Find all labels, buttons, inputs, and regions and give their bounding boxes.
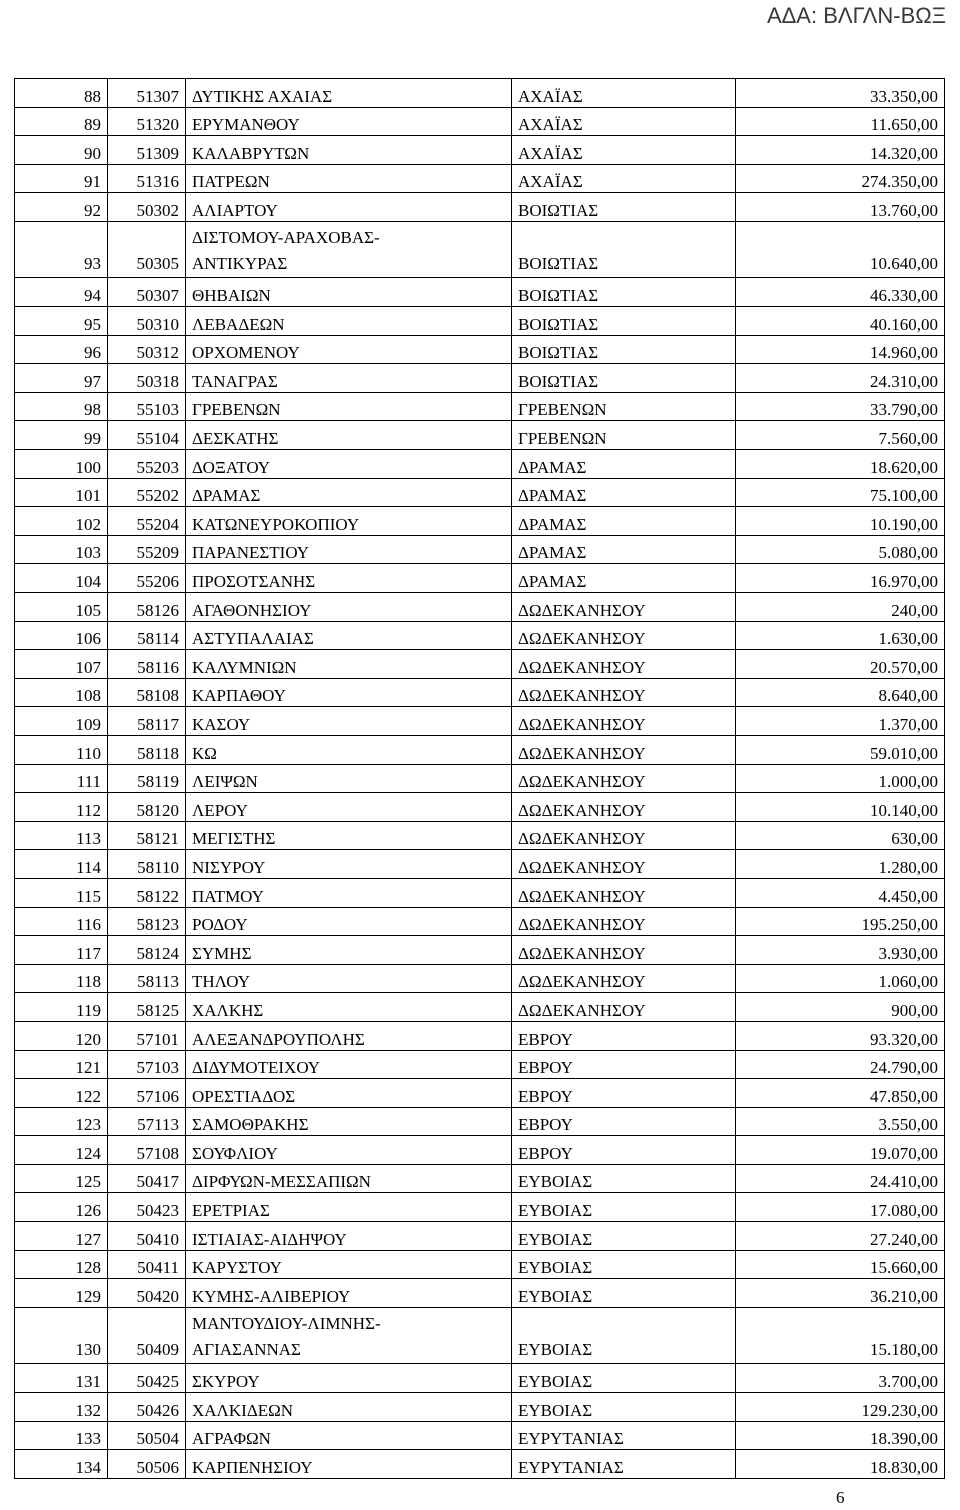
row-number-cell: 102 (15, 507, 108, 536)
municipality-cell: ΑΣΤΥΠΑΛΑΙΑΣ (186, 621, 512, 650)
row-number-cell: 131 (15, 1364, 108, 1393)
code-cell: 50318 (108, 364, 186, 393)
row-number-cell: 112 (15, 793, 108, 822)
prefecture-cell: ΑΧΑΪΑΣ (512, 79, 736, 108)
prefecture-cell: ΓΡΕΒΕΝΩΝ (512, 421, 736, 450)
amount-cell: 18.620,00 (736, 450, 945, 479)
table-row (15, 335, 945, 364)
code-cell: 58123 (108, 907, 186, 936)
row-number-cell: 90 (15, 136, 108, 165)
table-row (15, 678, 945, 707)
row-number-cell: 113 (15, 821, 108, 850)
municipality-cell: ΔΟΞΑΤΟΥ (186, 450, 512, 479)
municipality-cell: ΚΥΜΗΣ-ΑΛΙΒΕΡΙΟΥ (186, 1279, 512, 1308)
table-row (15, 392, 945, 421)
code-cell: 58114 (108, 621, 186, 650)
page-number: 6 (836, 1488, 845, 1507)
municipality-cell: ΣΟΥΦΛΙΟΥ (186, 1136, 512, 1165)
table-row (15, 450, 945, 479)
code-cell: 50409 (108, 1307, 186, 1364)
code-cell: 58118 (108, 735, 186, 764)
prefecture-cell: ΕΥΒΟΙΑΣ (512, 1222, 736, 1251)
table-row (15, 1136, 945, 1165)
table-row (15, 993, 945, 1022)
table-row (15, 1450, 945, 1479)
code-cell: 55104 (108, 421, 186, 450)
code-cell: 50420 (108, 1279, 186, 1308)
prefecture-cell: ΕΥΒΟΙΑΣ (512, 1364, 736, 1393)
prefecture-cell: ΔΩΔΕΚΑΝΗΣΟΥ (512, 821, 736, 850)
row-number-cell: 111 (15, 764, 108, 793)
amount-cell: 33.350,00 (736, 79, 945, 108)
municipality-cell: ΟΡΧΟΜΕΝΟΥ (186, 335, 512, 364)
code-cell: 57108 (108, 1136, 186, 1165)
table-row (15, 79, 945, 108)
amount-cell: 1.000,00 (736, 764, 945, 793)
prefecture-cell: ΔΩΔΕΚΑΝΗΣΟΥ (512, 621, 736, 650)
prefecture-cell: ΕΒΡΟΥ (512, 1050, 736, 1079)
prefecture-cell: ΔΡΑΜΑΣ (512, 564, 736, 593)
amount-cell: 24.310,00 (736, 364, 945, 393)
code-cell: 58117 (108, 707, 186, 736)
table-row (15, 907, 945, 936)
amount-cell: 75.100,00 (736, 478, 945, 507)
prefecture-cell: ΕΒΡΟΥ (512, 1136, 736, 1165)
municipality-cell: ΑΛΕΞΑΝΔΡΟΥΠΟΛΗΣ (186, 1021, 512, 1050)
amount-cell: 3.700,00 (736, 1364, 945, 1393)
row-number-cell: 98 (15, 392, 108, 421)
table-row (15, 1193, 945, 1222)
code-cell: 55206 (108, 564, 186, 593)
table-row (15, 107, 945, 136)
table-row (15, 478, 945, 507)
prefecture-cell: ΔΩΔΕΚΑΝΗΣΟΥ (512, 936, 736, 965)
municipality-cell: ΤΑΝΑΓΡΑΣ (186, 364, 512, 393)
table-row (15, 1392, 945, 1421)
code-cell: 50307 (108, 278, 186, 307)
amount-cell: 14.320,00 (736, 136, 945, 165)
amount-cell: 11.650,00 (736, 107, 945, 136)
municipality-cell: ΡΟΔΟΥ (186, 907, 512, 936)
prefecture-cell: ΕΒΡΟΥ (512, 1079, 736, 1108)
prefecture-cell: ΒΟΙΩΤΙΑΣ (512, 335, 736, 364)
row-number-cell: 104 (15, 564, 108, 593)
row-number-cell: 129 (15, 1279, 108, 1308)
municipality-cell: ΣΑΜΟΘΡΑΚΗΣ (186, 1107, 512, 1136)
amount-cell: 1.370,00 (736, 707, 945, 736)
table-row (15, 1279, 945, 1308)
municipality-cell: ΛΕΒΑΔΕΩΝ (186, 307, 512, 336)
table-row (15, 964, 945, 993)
row-number-cell: 101 (15, 478, 108, 507)
code-cell: 58120 (108, 793, 186, 822)
row-number-cell: 132 (15, 1392, 108, 1421)
row-number-cell: 108 (15, 678, 108, 707)
amount-cell: 15.660,00 (736, 1250, 945, 1279)
municipality-cell: ΚΑΣΟΥ (186, 707, 512, 736)
amount-cell: 630,00 (736, 821, 945, 850)
municipality-cell: ΙΣΤΙΑΙΑΣ-ΑΙΔΗΨΟΥ (186, 1222, 512, 1251)
municipality-cell: ΜΕΓΙΣΤΗΣ (186, 821, 512, 850)
table-row (15, 221, 945, 278)
row-number-cell: 116 (15, 907, 108, 936)
amount-cell: 46.330,00 (736, 278, 945, 307)
prefecture-cell: ΕΥΡΥΤΑΝΙΑΣ (512, 1450, 736, 1479)
row-number-cell: 95 (15, 307, 108, 336)
municipality-cell: ΠΑΡΑΝΕΣΤΙΟΥ (186, 535, 512, 564)
code-cell: 58119 (108, 764, 186, 793)
prefecture-cell: ΕΥΒΟΙΑΣ (512, 1193, 736, 1222)
amount-cell: 129.230,00 (736, 1392, 945, 1421)
prefecture-cell: ΒΟΙΩΤΙΑΣ (512, 193, 736, 222)
table-row (15, 535, 945, 564)
amount-cell: 274.350,00 (736, 164, 945, 193)
municipality-cell: ΔΥΤΙΚΗΣ ΑΧΑΙΑΣ (186, 79, 512, 108)
table-row (15, 278, 945, 307)
table-row (15, 764, 945, 793)
municipality-cell: ΚΩ (186, 735, 512, 764)
table-row (15, 1107, 945, 1136)
amount-cell: 14.960,00 (736, 335, 945, 364)
row-number-cell: 134 (15, 1450, 108, 1479)
code-cell: 55103 (108, 392, 186, 421)
table-row (15, 735, 945, 764)
amount-cell: 40.160,00 (736, 307, 945, 336)
municipality-cell: ΔΙΔΥΜΟΤΕΙΧΟΥ (186, 1050, 512, 1079)
prefecture-cell: ΑΧΑΪΑΣ (512, 107, 736, 136)
prefecture-cell: ΔΩΔΕΚΑΝΗΣΟΥ (512, 878, 736, 907)
amount-cell: 10.640,00 (736, 221, 945, 278)
municipality-cell: ΘΗΒΑΙΩΝ (186, 278, 512, 307)
table-row (15, 193, 945, 222)
table-row (15, 507, 945, 536)
prefecture-cell: ΔΩΔΕΚΑΝΗΣΟΥ (512, 593, 736, 622)
row-number-cell: 107 (15, 650, 108, 679)
code-cell: 58122 (108, 878, 186, 907)
row-number-cell: 124 (15, 1136, 108, 1165)
table-row (15, 621, 945, 650)
prefecture-cell: ΕΒΡΟΥ (512, 1021, 736, 1050)
amount-cell: 10.140,00 (736, 793, 945, 822)
municipality-cell: ΚΑΛΥΜΝΙΩΝ (186, 650, 512, 679)
municipality-cell: ΣΥΜΗΣ (186, 936, 512, 965)
table-row (15, 593, 945, 622)
amount-cell: 15.180,00 (736, 1307, 945, 1364)
code-cell: 57101 (108, 1021, 186, 1050)
amount-cell: 1.630,00 (736, 621, 945, 650)
code-cell: 58116 (108, 650, 186, 679)
code-cell: 51309 (108, 136, 186, 165)
prefecture-cell: ΒΟΙΩΤΙΑΣ (512, 307, 736, 336)
code-cell: 51320 (108, 107, 186, 136)
amount-cell: 18.390,00 (736, 1421, 945, 1450)
amount-cell: 195.250,00 (736, 907, 945, 936)
amount-cell: 16.970,00 (736, 564, 945, 593)
amount-cell: 240,00 (736, 593, 945, 622)
municipality-cell: ΜΑΝΤΟΥΔΙΟΥ-ΛΙΜΝΗΣ- ΑΓΙΑΣΑΝΝΑΣ (186, 1307, 512, 1364)
municipality-cell: ΤΗΛΟΥ (186, 964, 512, 993)
municipality-cell: ΚΑΤΩΝΕΥΡΟΚΟΠΙΟΥ (186, 507, 512, 536)
table-row (15, 1050, 945, 1079)
row-number-cell: 97 (15, 364, 108, 393)
prefecture-cell: ΔΩΔΕΚΑΝΗΣΟΥ (512, 678, 736, 707)
municipality-cell: ΕΡΕΤΡΙΑΣ (186, 1193, 512, 1222)
prefecture-cell: ΑΧΑΪΑΣ (512, 136, 736, 165)
code-cell: 57103 (108, 1050, 186, 1079)
municipality-cell: ΕΡΥΜΑΝΘΟΥ (186, 107, 512, 136)
row-number-cell: 103 (15, 535, 108, 564)
row-number-cell: 100 (15, 450, 108, 479)
table-row (15, 850, 945, 879)
prefecture-cell: ΔΩΔΕΚΑΝΗΣΟΥ (512, 764, 736, 793)
table-row (15, 1164, 945, 1193)
amount-cell: 4.450,00 (736, 878, 945, 907)
table-body (15, 79, 945, 1479)
code-cell: 50312 (108, 335, 186, 364)
code-cell: 50417 (108, 1164, 186, 1193)
row-number-cell: 120 (15, 1021, 108, 1050)
prefecture-cell: ΔΩΔΕΚΑΝΗΣΟΥ (512, 850, 736, 879)
code-cell: 55204 (108, 507, 186, 536)
row-number-cell: 130 (15, 1307, 108, 1364)
table-row (15, 1079, 945, 1108)
row-number-cell: 93 (15, 221, 108, 278)
municipality-cell: ΔΕΣΚΑΤΗΣ (186, 421, 512, 450)
row-number-cell: 118 (15, 964, 108, 993)
table-row (15, 1307, 945, 1364)
municipality-cell: ΓΡΕΒΕΝΩΝ (186, 392, 512, 421)
prefecture-cell: ΕΥΒΟΙΑΣ (512, 1164, 736, 1193)
code-cell: 50305 (108, 221, 186, 278)
prefecture-cell: ΕΥΒΟΙΑΣ (512, 1250, 736, 1279)
code-cell: 50310 (108, 307, 186, 336)
row-number-cell: 117 (15, 936, 108, 965)
prefecture-cell: ΓΡΕΒΕΝΩΝ (512, 392, 736, 421)
prefecture-cell: ΔΩΔΕΚΑΝΗΣΟΥ (512, 993, 736, 1022)
table-row (15, 650, 945, 679)
code-cell: 50411 (108, 1250, 186, 1279)
amount-cell: 1.280,00 (736, 850, 945, 879)
code-cell: 58110 (108, 850, 186, 879)
prefecture-cell: ΑΧΑΪΑΣ (512, 164, 736, 193)
amount-cell: 27.240,00 (736, 1222, 945, 1251)
prefecture-cell: ΔΡΑΜΑΣ (512, 507, 736, 536)
amount-cell: 3.550,00 (736, 1107, 945, 1136)
row-number-cell: 119 (15, 993, 108, 1022)
municipality-cell: ΣΚΥΡΟΥ (186, 1364, 512, 1393)
code-cell: 50426 (108, 1392, 186, 1421)
prefecture-cell: ΔΡΑΜΑΣ (512, 535, 736, 564)
code-cell: 50302 (108, 193, 186, 222)
row-number-cell: 133 (15, 1421, 108, 1450)
amount-cell: 20.570,00 (736, 650, 945, 679)
table-row (15, 793, 945, 822)
row-number-cell: 128 (15, 1250, 108, 1279)
row-number-cell: 126 (15, 1193, 108, 1222)
table-row (15, 164, 945, 193)
municipality-cell: ΧΑΛΚΗΣ (186, 993, 512, 1022)
amount-cell: 10.190,00 (736, 507, 945, 536)
prefecture-cell: ΕΒΡΟΥ (512, 1107, 736, 1136)
municipality-cell: ΠΑΤΡΕΩΝ (186, 164, 512, 193)
code-cell: 51316 (108, 164, 186, 193)
row-number-cell: 94 (15, 278, 108, 307)
row-number-cell: 96 (15, 335, 108, 364)
municipality-cell: ΑΓΑΘΟΝΗΣΙΟΥ (186, 593, 512, 622)
municipality-cell: ΚΑΡΥΣΤΟΥ (186, 1250, 512, 1279)
code-cell: 58121 (108, 821, 186, 850)
table-row (15, 707, 945, 736)
municipality-cell: ΠΑΤΜΟΥ (186, 878, 512, 907)
municipality-cell: ΝΙΣΥΡΟΥ (186, 850, 512, 879)
code-cell: 50504 (108, 1421, 186, 1450)
code-cell: 58113 (108, 964, 186, 993)
row-number-cell: 99 (15, 421, 108, 450)
amount-cell: 36.210,00 (736, 1279, 945, 1308)
row-number-cell: 122 (15, 1079, 108, 1108)
prefecture-cell: ΔΩΔΕΚΑΝΗΣΟΥ (512, 964, 736, 993)
row-number-cell: 127 (15, 1222, 108, 1251)
row-number-cell: 92 (15, 193, 108, 222)
amount-cell: 1.060,00 (736, 964, 945, 993)
code-cell: 50423 (108, 1193, 186, 1222)
table-row (15, 936, 945, 965)
municipality-cell: ΚΑΡΠΕΝΗΣΙΟΥ (186, 1450, 512, 1479)
code-cell: 50506 (108, 1450, 186, 1479)
amount-cell: 5.080,00 (736, 535, 945, 564)
code-cell: 55202 (108, 478, 186, 507)
code-cell: 50410 (108, 1222, 186, 1251)
prefecture-cell: ΔΩΔΕΚΑΝΗΣΟΥ (512, 650, 736, 679)
table-row (15, 1222, 945, 1251)
row-number-cell: 121 (15, 1050, 108, 1079)
row-number-cell: 114 (15, 850, 108, 879)
prefecture-cell: ΔΩΔΕΚΑΝΗΣΟΥ (512, 793, 736, 822)
amount-cell: 59.010,00 (736, 735, 945, 764)
table-row (15, 821, 945, 850)
allocation-table (14, 78, 945, 1479)
table-row (15, 1421, 945, 1450)
code-cell: 51307 (108, 79, 186, 108)
code-cell: 58108 (108, 678, 186, 707)
prefecture-cell: ΔΩΔΕΚΑΝΗΣΟΥ (512, 735, 736, 764)
municipality-cell: ΔΙΡΦΥΩΝ-ΜΕΣΣΑΠΙΩΝ (186, 1164, 512, 1193)
row-number-cell: 91 (15, 164, 108, 193)
prefecture-cell: ΕΥΡΥΤΑΝΙΑΣ (512, 1421, 736, 1450)
code-cell: 57113 (108, 1107, 186, 1136)
row-number-cell: 110 (15, 735, 108, 764)
prefecture-cell: ΕΥΒΟΙΑΣ (512, 1279, 736, 1308)
row-number-cell: 105 (15, 593, 108, 622)
municipality-cell: ΟΡΕΣΤΙΑΔΟΣ (186, 1079, 512, 1108)
code-cell: 57106 (108, 1079, 186, 1108)
amount-cell: 13.760,00 (736, 193, 945, 222)
ada-code: ΑΔΑ: ΒΛΓΛΝ-ΒΩΞ (766, 3, 946, 28)
amount-cell: 24.410,00 (736, 1164, 945, 1193)
table-row (15, 1250, 945, 1279)
municipality-cell: ΔΙΣΤΟΜΟΥ-ΑΡΑΧΟΒΑΣ- ΑΝΤΙΚΥΡΑΣ (186, 221, 512, 278)
code-cell: 55209 (108, 535, 186, 564)
prefecture-cell: ΒΟΙΩΤΙΑΣ (512, 221, 736, 278)
table-row (15, 1364, 945, 1393)
row-number-cell: 109 (15, 707, 108, 736)
table-row (15, 307, 945, 336)
code-cell: 55203 (108, 450, 186, 479)
municipality-cell: ΠΡΟΣΟΤΣΑΝΗΣ (186, 564, 512, 593)
row-number-cell: 115 (15, 878, 108, 907)
prefecture-cell: ΔΡΑΜΑΣ (512, 478, 736, 507)
code-cell: 58126 (108, 593, 186, 622)
row-number-cell: 106 (15, 621, 108, 650)
municipality-cell: ΚΑΛΑΒΡΥΤΩΝ (186, 136, 512, 165)
municipality-cell: ΔΡΑΜΑΣ (186, 478, 512, 507)
amount-cell: 33.790,00 (736, 392, 945, 421)
amount-cell: 18.830,00 (736, 1450, 945, 1479)
amount-cell: 19.070,00 (736, 1136, 945, 1165)
amount-cell: 900,00 (736, 993, 945, 1022)
amount-cell: 17.080,00 (736, 1193, 945, 1222)
prefecture-cell: ΔΡΑΜΑΣ (512, 450, 736, 479)
table-row (15, 878, 945, 907)
code-cell: 50425 (108, 1364, 186, 1393)
prefecture-cell: ΒΟΙΩΤΙΑΣ (512, 364, 736, 393)
amount-cell: 8.640,00 (736, 678, 945, 707)
municipality-cell: ΛΕΙΨΩΝ (186, 764, 512, 793)
row-number-cell: 123 (15, 1107, 108, 1136)
prefecture-cell: ΕΥΒΟΙΑΣ (512, 1392, 736, 1421)
municipality-cell: ΛΕΡΟΥ (186, 793, 512, 822)
amount-cell: 47.850,00 (736, 1079, 945, 1108)
table-row (15, 364, 945, 393)
amount-cell: 3.930,00 (736, 936, 945, 965)
table-row (15, 136, 945, 165)
prefecture-cell: ΒΟΙΩΤΙΑΣ (512, 278, 736, 307)
amount-cell: 93.320,00 (736, 1021, 945, 1050)
code-cell: 58125 (108, 993, 186, 1022)
amount-cell: 24.790,00 (736, 1050, 945, 1079)
municipality-cell: ΧΑΛΚΙΔΕΩΝ (186, 1392, 512, 1421)
code-cell: 58124 (108, 936, 186, 965)
prefecture-cell: ΔΩΔΕΚΑΝΗΣΟΥ (512, 707, 736, 736)
prefecture-cell: ΔΩΔΕΚΑΝΗΣΟΥ (512, 907, 736, 936)
prefecture-cell: ΕΥΒΟΙΑΣ (512, 1307, 736, 1364)
amount-cell: 7.560,00 (736, 421, 945, 450)
municipality-cell: ΑΛΙΑΡΤΟΥ (186, 193, 512, 222)
row-number-cell: 125 (15, 1164, 108, 1193)
table-row (15, 564, 945, 593)
municipality-cell: ΑΓΡΑΦΩΝ (186, 1421, 512, 1450)
row-number-cell: 88 (15, 79, 108, 108)
table-row (15, 1021, 945, 1050)
table-row (15, 421, 945, 450)
municipality-cell: ΚΑΡΠΑΘΟΥ (186, 678, 512, 707)
row-number-cell: 89 (15, 107, 108, 136)
